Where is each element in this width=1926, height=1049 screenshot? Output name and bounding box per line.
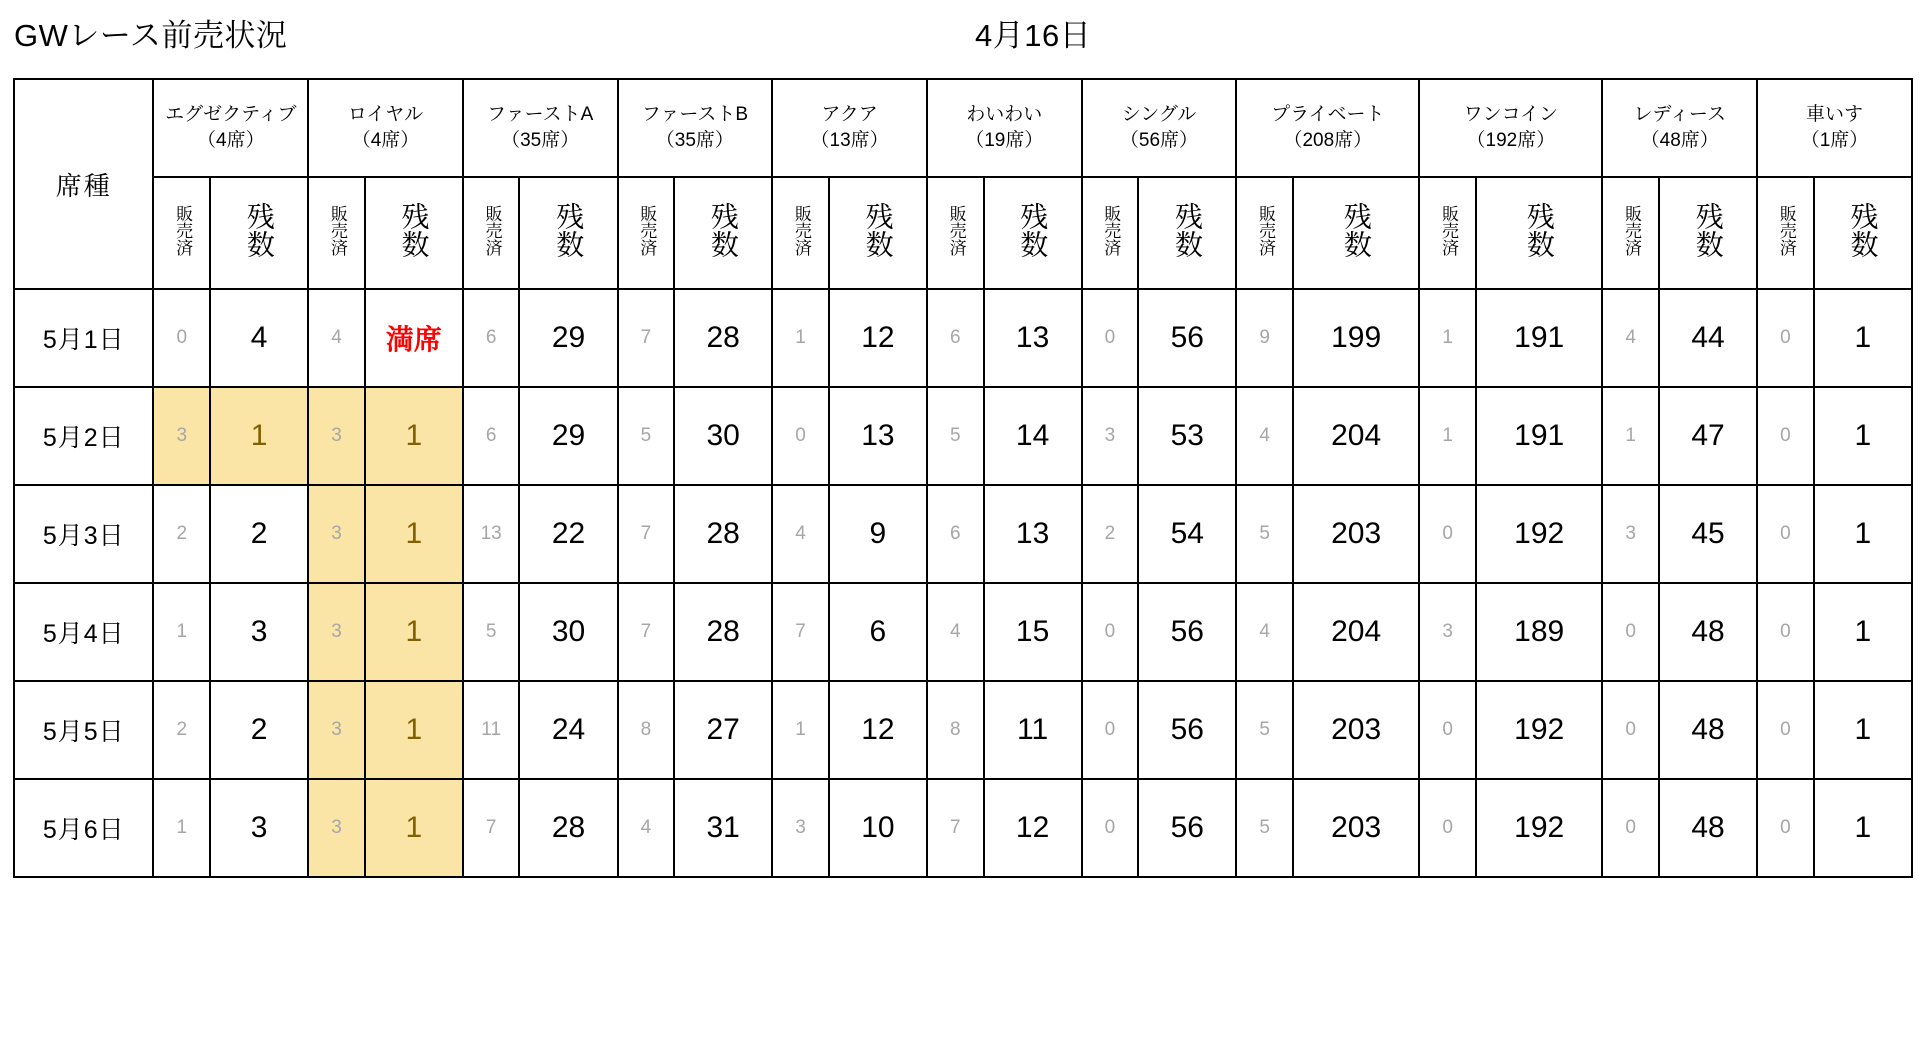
cell-sold: 3	[308, 681, 365, 779]
seat-group-header	[1236, 79, 1419, 177]
cell-sold: 4	[772, 485, 829, 583]
cell-sold: 2	[1082, 485, 1139, 583]
cell-sold: 3	[1419, 583, 1476, 681]
sub-header-remaining	[1814, 177, 1912, 289]
row-date: 5月4日	[14, 583, 153, 681]
sub-header-sold-label: 販売済	[791, 205, 811, 257]
cell-remaining: 45	[1659, 485, 1757, 583]
cell-remaining: 4	[210, 289, 308, 387]
cell-remaining: 56	[1138, 583, 1236, 681]
table-head	[14, 79, 1912, 289]
cell-sold: 2	[153, 681, 210, 779]
cell-sold: 7	[463, 779, 520, 877]
cell-remaining: 1	[365, 681, 463, 779]
cell-remaining: 12	[984, 779, 1082, 877]
cell-sold: 6	[927, 485, 984, 583]
sub-header-remaining-label: 残数	[398, 202, 430, 259]
cell-sold: 5	[927, 387, 984, 485]
cell-remaining: 1	[210, 387, 308, 485]
cell-remaining: 204	[1293, 387, 1419, 485]
sub-header-sold-label: 販売済	[1101, 205, 1121, 257]
seat-group-name: シングル	[1121, 104, 1197, 126]
cell-sold: 8	[618, 681, 675, 779]
cell-sold: 3	[1082, 387, 1139, 485]
cell-sold: 0	[1082, 583, 1139, 681]
sub-header-sold-label: 販売済	[1776, 205, 1796, 257]
cell-sold: 0	[1082, 289, 1139, 387]
seat-group-capacity: （4席）	[351, 130, 420, 151]
table-body	[14, 289, 1912, 877]
sub-header-sold	[927, 177, 984, 289]
cell-remaining: 29	[519, 289, 617, 387]
advance-sales-table	[13, 78, 1913, 878]
sub-header-sold-label: 販売済	[327, 205, 347, 257]
cell-sold: 5	[1236, 779, 1293, 877]
sub-header-sold-label: 販売済	[173, 205, 193, 257]
cell-remaining: 56	[1138, 779, 1236, 877]
cell-remaining: 29	[519, 387, 617, 485]
cell-remaining: 203	[1293, 485, 1419, 583]
sub-header-remaining	[1476, 177, 1602, 289]
sub-header-remaining	[674, 177, 772, 289]
seat-group-header	[1419, 79, 1602, 177]
cell-remaining: 12	[829, 681, 927, 779]
sub-header-sold-label: 販売済	[1255, 205, 1275, 257]
cell-sold: 5	[618, 387, 675, 485]
cell-sold: 3	[1602, 485, 1659, 583]
cell-sold: 3	[308, 485, 365, 583]
cell-sold: 7	[927, 779, 984, 877]
cell-remaining: 1	[365, 779, 463, 877]
cell-remaining: 48	[1659, 583, 1757, 681]
cell-sold: 3	[308, 387, 365, 485]
sub-header-remaining	[829, 177, 927, 289]
cell-remaining: 203	[1293, 779, 1419, 877]
table-sub-header-row	[14, 177, 1912, 289]
cell-sold: 6	[927, 289, 984, 387]
seat-group-header	[463, 79, 618, 177]
cell-remaining: 47	[1659, 387, 1757, 485]
cell-remaining: 191	[1476, 387, 1602, 485]
cell-sold: 0	[772, 387, 829, 485]
cell-sold: 2	[153, 485, 210, 583]
cell-remaining: 3	[210, 583, 308, 681]
cell-remaining: 56	[1138, 681, 1236, 779]
table-row	[14, 583, 1912, 681]
cell-sold: 0	[1757, 583, 1814, 681]
sub-header-remaining-label: 残数	[1523, 202, 1555, 259]
table-row	[14, 485, 1912, 583]
seat-group-capacity: （4席）	[197, 130, 265, 151]
cell-sold: 1	[1602, 387, 1659, 485]
cell-remaining: 2	[210, 681, 308, 779]
cell-remaining: 6	[829, 583, 927, 681]
sub-header-remaining-label: 残数	[243, 202, 275, 259]
seat-group-header	[1082, 79, 1237, 177]
cell-remaining: 204	[1293, 583, 1419, 681]
seat-group-header	[772, 79, 927, 177]
cell-sold: 3	[153, 387, 210, 485]
cell-sold: 3	[772, 779, 829, 877]
seat-group-name: ロイヤル	[347, 104, 424, 126]
table-group-header-row	[14, 79, 1912, 177]
cell-sold: 0	[1757, 681, 1814, 779]
cell-remaining: 56	[1138, 289, 1236, 387]
seat-group-capacity: （192席）	[1466, 130, 1556, 151]
cell-sold: 5	[1236, 485, 1293, 583]
cell-remaining: 192	[1476, 779, 1602, 877]
seat-group-capacity: （56席）	[1119, 130, 1199, 151]
cell-sold: 7	[618, 583, 675, 681]
cell-sold: 9	[1236, 289, 1293, 387]
sub-header-remaining	[519, 177, 617, 289]
sub-header-sold	[308, 177, 365, 289]
table-row	[14, 681, 1912, 779]
seat-group-name: レディース	[1633, 104, 1726, 126]
seat-group-header	[1757, 79, 1912, 177]
seat-group-capacity: （1席）	[1800, 130, 1869, 151]
cell-remaining: 191	[1476, 289, 1602, 387]
seat-group-capacity: （48席）	[1640, 130, 1719, 151]
cell-sold: 0	[1757, 485, 1814, 583]
seat-group-name: ワンコイン	[1463, 104, 1559, 126]
sub-header-sold-label: 販売済	[1622, 205, 1642, 257]
cell-remaining: 1	[365, 583, 463, 681]
sub-header-remaining	[1659, 177, 1757, 289]
sub-header-sold	[153, 177, 210, 289]
cell-sold: 1	[153, 583, 210, 681]
cell-remaining: 13	[984, 485, 1082, 583]
cell-remaining: 192	[1476, 681, 1602, 779]
seat-group-capacity: （35席）	[501, 130, 580, 151]
cell-sold: 0	[1602, 681, 1659, 779]
sub-header-sold-label: 販売済	[637, 205, 657, 257]
seat-group-header	[927, 79, 1082, 177]
cell-remaining: 31	[674, 779, 772, 877]
cell-remaining: 28	[674, 583, 772, 681]
row-date: 5月5日	[14, 681, 153, 779]
sub-header-remaining-label: 残数	[707, 202, 739, 259]
cell-remaining: 54	[1138, 485, 1236, 583]
sub-header-sold-label: 販売済	[482, 205, 502, 257]
row-date: 5月1日	[14, 289, 153, 387]
sub-header-remaining-label: 残数	[1692, 202, 1724, 259]
cell-remaining: 2	[210, 485, 308, 583]
seat-group-name: わいわい	[966, 104, 1043, 126]
sub-header-sold-label: 販売済	[946, 205, 966, 257]
cell-remaining: 13	[829, 387, 927, 485]
cell-sold: 0	[153, 289, 210, 387]
cell-sold: 3	[308, 779, 365, 877]
cell-remaining: 14	[984, 387, 1082, 485]
sub-header-sold	[1419, 177, 1476, 289]
seat-type-header: 席種	[14, 79, 153, 289]
table-row	[14, 779, 1912, 877]
sub-header-sold	[772, 177, 829, 289]
table-row	[14, 289, 1912, 387]
seat-group-name: アクア	[821, 104, 878, 126]
cell-remaining: 48	[1659, 681, 1757, 779]
cell-remaining: 30	[674, 387, 772, 485]
seat-group-capacity: （35席）	[655, 130, 734, 151]
cell-remaining: 11	[984, 681, 1082, 779]
cell-remaining: 199	[1293, 289, 1419, 387]
cell-remaining: 203	[1293, 681, 1419, 779]
sub-header-remaining-label: 残数	[1017, 202, 1049, 259]
cell-sold: 5	[1236, 681, 1293, 779]
sub-header-remaining	[365, 177, 463, 289]
seat-group-name: エグゼクティブ	[165, 104, 297, 126]
cell-remaining: 9	[829, 485, 927, 583]
sub-header-sold	[463, 177, 520, 289]
cell-remaining: 53	[1138, 387, 1236, 485]
seat-group-name: 車いす	[1806, 104, 1864, 126]
seat-group-capacity: （19席）	[965, 130, 1044, 151]
cell-sold: 1	[1419, 387, 1476, 485]
cell-remaining: 44	[1659, 289, 1757, 387]
sub-header-remaining-label: 残数	[1171, 202, 1203, 259]
cell-sold: 8	[927, 681, 984, 779]
cell-remaining: 27	[674, 681, 772, 779]
cell-remaining: 1	[365, 485, 463, 583]
cell-remaining: 1	[1814, 387, 1912, 485]
cell-remaining: 1	[1814, 681, 1912, 779]
cell-sold: 0	[1602, 583, 1659, 681]
cell-remaining: 48	[1659, 779, 1757, 877]
cell-remaining: 22	[519, 485, 617, 583]
cell-sold: 0	[1757, 387, 1814, 485]
cell-remaining: 189	[1476, 583, 1602, 681]
cell-sold: 4	[308, 289, 365, 387]
report-date: 4月16日	[975, 18, 1092, 53]
cell-sold: 3	[308, 583, 365, 681]
sub-header-sold-label: 販売済	[1439, 205, 1458, 257]
cell-sold: 0	[1757, 779, 1814, 877]
row-date: 5月6日	[14, 779, 153, 877]
seat-group-capacity: （13席）	[810, 130, 889, 151]
table-row	[14, 387, 1912, 485]
cell-sold: 0	[1757, 289, 1814, 387]
cell-remaining: 1	[1814, 485, 1912, 583]
cell-remaining: 15	[984, 583, 1082, 681]
sub-header-remaining	[210, 177, 308, 289]
cell-sold: 0	[1082, 681, 1139, 779]
cell-sold: 0	[1419, 779, 1476, 877]
sub-header-remaining	[984, 177, 1082, 289]
cell-sold: 0	[1082, 779, 1139, 877]
sub-header-sold	[1602, 177, 1659, 289]
seat-group-capacity: （208席）	[1283, 130, 1373, 151]
cell-sold: 7	[772, 583, 829, 681]
cell-remaining-full: 満席	[365, 289, 463, 387]
sub-header-remaining	[1138, 177, 1236, 289]
cell-sold: 4	[1236, 583, 1293, 681]
cell-sold: 6	[463, 289, 520, 387]
cell-sold: 1	[1419, 289, 1476, 387]
cell-sold: 7	[618, 485, 675, 583]
cell-sold: 1	[772, 289, 829, 387]
cell-sold: 13	[463, 485, 520, 583]
cell-sold: 0	[1602, 779, 1659, 877]
seat-group-header	[308, 79, 463, 177]
cell-remaining: 24	[519, 681, 617, 779]
row-date: 5月3日	[14, 485, 153, 583]
cell-sold: 1	[772, 681, 829, 779]
document-header	[0, 0, 1926, 60]
cell-remaining: 3	[210, 779, 308, 877]
cell-remaining: 1	[1814, 779, 1912, 877]
cell-sold: 7	[618, 289, 675, 387]
seat-group-name: ファーストA	[487, 104, 594, 126]
sub-header-remaining-label: 残数	[553, 202, 585, 259]
row-date: 5月2日	[14, 387, 153, 485]
cell-sold: 4	[1236, 387, 1293, 485]
cell-remaining: 28	[519, 779, 617, 877]
cell-sold: 0	[1419, 485, 1476, 583]
cell-remaining: 12	[829, 289, 927, 387]
cell-remaining: 13	[984, 289, 1082, 387]
seat-group-header	[153, 79, 308, 177]
cell-remaining: 28	[674, 485, 772, 583]
cell-sold: 4	[927, 583, 984, 681]
sub-header-sold	[1082, 177, 1139, 289]
sub-header-remaining-label: 残数	[862, 202, 894, 259]
cell-sold: 5	[463, 583, 520, 681]
sub-header-sold	[618, 177, 675, 289]
cell-remaining: 1	[1814, 583, 1912, 681]
cell-sold: 1	[153, 779, 210, 877]
sub-header-remaining-label: 残数	[1340, 202, 1372, 259]
cell-sold: 4	[1602, 289, 1659, 387]
cell-sold: 0	[1419, 681, 1476, 779]
cell-sold: 6	[463, 387, 520, 485]
cell-sold: 11	[463, 681, 520, 779]
cell-remaining: 10	[829, 779, 927, 877]
sub-header-remaining	[1293, 177, 1419, 289]
seat-group-name: ファーストB	[641, 104, 749, 126]
sub-header-sold	[1757, 177, 1814, 289]
cell-remaining: 1	[365, 387, 463, 485]
cell-remaining: 1	[1814, 289, 1912, 387]
sub-header-sold	[1236, 177, 1293, 289]
cell-sold: 4	[618, 779, 675, 877]
cell-remaining: 192	[1476, 485, 1602, 583]
seat-group-name: プライベート	[1271, 104, 1385, 126]
cell-remaining: 30	[519, 583, 617, 681]
cell-remaining: 28	[674, 289, 772, 387]
page-title: GWレース前売状況	[14, 18, 288, 53]
seat-group-header	[618, 79, 773, 177]
sub-header-remaining-label: 残数	[1847, 202, 1879, 259]
seat-group-header	[1602, 79, 1757, 177]
